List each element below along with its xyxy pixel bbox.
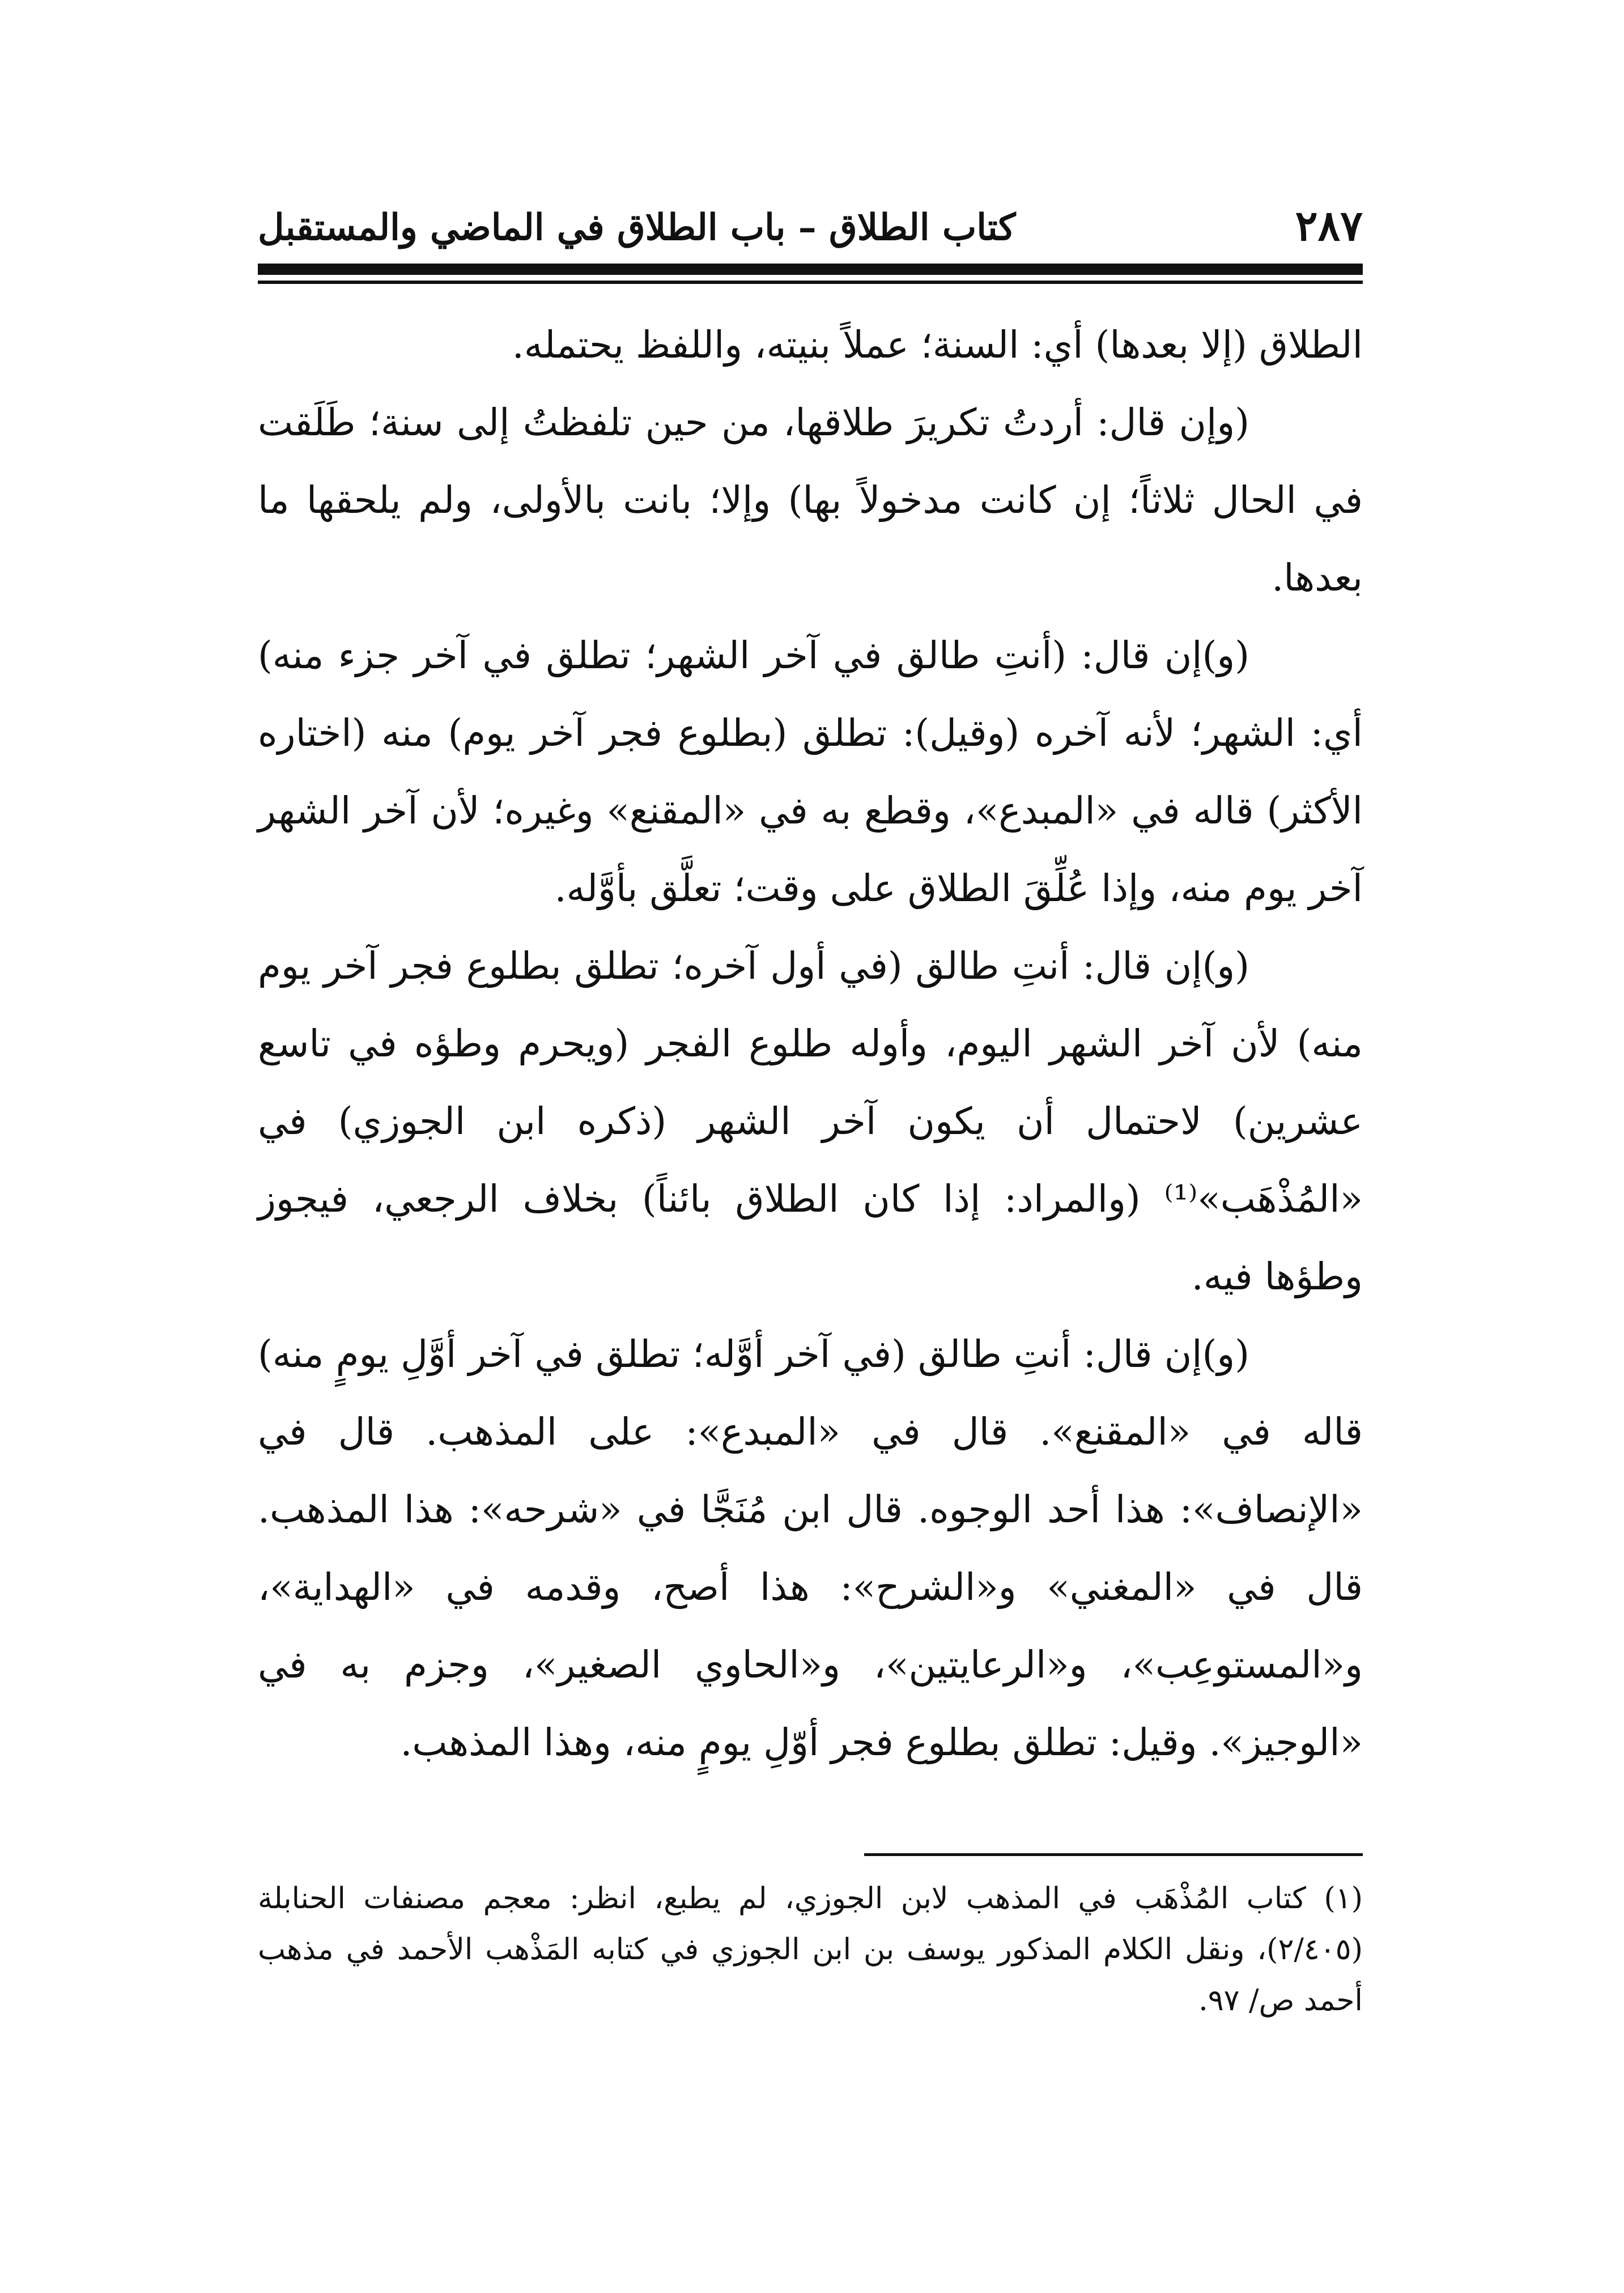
footnote-1: (١) كتاب المُذْهَب في المذهب لابن الجوزي، لم يطبع، انظر: معجم مصنفات الحنابلة (٢/٤٠٥)، ونقل الكلام المذكور يوسف بن ابن الجوزي في كتابه المَذْهب الأحمد في مذهب أحمد ص/ ٩٧. [258,1882,1363,2018]
header-rule-thin [258,281,1363,284]
paragraph-1: الطلاق (إلا بعدها) أي: السنة؛ عملاً بنيته، واللفظ يحتمله. [512,323,1363,367]
paragraph-3: (و)إن قال: (أنتِ طالق في آخر الشهر؛ تطلق في آخر جزء منه) أي: الشهر؛ لأنه آخره (وقيل): تطلق (بطلوع فجر آخر يوم) منه (اختاره الأكثر) قاله في «المبدع»، وقطع به في «المقنع» وغيره؛ لأن آخر الشهر آخر يوم منه، وإذا عُلِّقَ الطلاق على وقت؛ تعلَّق بأوَّله. [258,634,1363,910]
footnote-separator [864,1853,1363,1856]
paragraph-2: (وإن قال: أردتُ تكريرَ طلاقها، من حين تلفظتُ إلى سنة؛ طَلَقت في الحال ثلاثاً؛ إن كانت مدخولاً بها) وإلا؛ بانت بالأولى، ولم يلحقها ما بعدها. [258,401,1363,600]
page-number: ٢٨٧ [1295,202,1363,250]
running-title: كتاب الطلاق – باب الطلاق في الماضي والمستقبل [258,206,1016,249]
page-header [258,193,1363,255]
header-rule-thick [258,264,1363,275]
paragraph-5: (و)إن قال: أنتِ طالق (في آخر أوَّله؛ تطلق في آخر أوَّلِ يومٍ منه) قاله في «المقنع». قال في «المبدع»: على المذهب. قال في «الإنصاف»: هذا أحد الوجوه. قال ابن مُنَجَّا في «شرحه»: هذا المذهب. قال في «المغني» و«الشرح»: هذا أصح، وقدمه في «الهداية»، و«المستوعِب»، و«الرعايتين»، و«الحاوي الصغير»، وجزم به في «الوجيز». وقيل: تطلق بطلوع فجر أوّلِ يومٍ منه، وهذا المذهب. [258,1332,1363,1764]
footnote-area [258,1873,1363,2026]
main-text [258,306,1363,1781]
paragraph-4: (و)إن قال: أنتِ طالق (في أول آخره؛ تطلق بطلوع فجر آخر يوم منه) لأن آخر الشهر اليوم، وأوله طلوع الفجر (ويحرم وطؤه في تاسع عشرين) لاحتمال أن يكون آخر الشهر (ذكره ابن الجوزي) في «المُذْهَب»⁽¹⁾ (والمراد: إذا كان الطلاق بائناً) بخلاف الرجعي، فيجوز وطؤها فيه. [258,944,1363,1298]
